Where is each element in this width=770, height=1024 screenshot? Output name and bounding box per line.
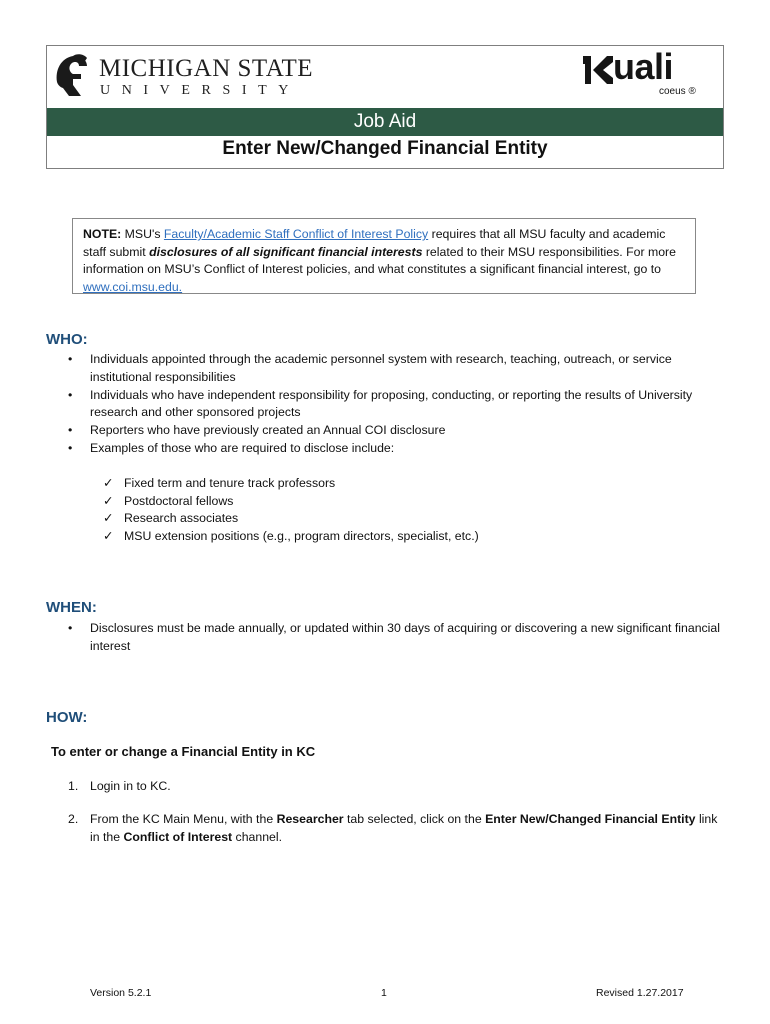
bullet-icon: • [68,423,73,438]
footer-version: Version 5.2.1 [90,987,152,999]
check-icon: ✓ [103,476,114,490]
note-text: related to their MSU responsibilities. For more information on MSU’s Conflict of Interest policies, and what constitutes a significant financial interest, go to [83,244,676,276]
spartan-helmet-icon [51,52,89,98]
how-heading: HOW: [46,709,88,726]
coi-policy-link[interactable]: Faculty/Academic Staff Conflict of Interest Policy [163,227,429,241]
title-bar: Job Aid [47,108,723,136]
footer-revised: Revised 1.27.2017 [596,987,684,999]
how-subheading: To enter or change a Financial Entity in KC [51,744,316,759]
list-item: • Disclosures must be made annually, or updated within 30 days of acquiring or discovering a new significant financial interest [68,621,720,653]
note-label: NOTE: [83,227,122,241]
when-heading: WHEN: [46,599,97,616]
list-item: • Reporters who have previously created an Annual COI disclosure [68,422,728,440]
note-emphasis: disclosures of all significant financial interests [149,244,423,259]
kuali-k-icon [583,52,613,86]
footer-page-number: 1 [381,987,387,999]
when-list [68,620,728,656]
bullet-icon: • [68,352,73,366]
who-heading: WHO: [46,331,88,348]
msu-wordmark-line1: MICHIGAN STATE [99,55,314,82]
bullet-icon: • [68,440,73,455]
who-list [68,351,728,458]
step-item: 2. From the KC Main Menu, with the Researcher tab selected, click on the Enter New/Changed Financial Entity link in the Conflict of Interest channel. [68,812,718,844]
list-item: ✓ Postdoctoral fellows [103,493,479,511]
document-header [46,45,724,169]
list-item: • Individuals appointed through the academic personnel system with research, teaching, outreach, or service institutional responsibilities [68,352,672,384]
logo-row [47,46,723,108]
msu-wordmark-line2: UNIVERSITY [100,83,300,98]
steps-list [68,811,728,847]
note-text: MSU's [121,227,164,241]
list-item: ✓ Fixed term and tenure track professors [103,475,479,493]
coeus-subtitle: coeus ® [659,86,696,97]
check-icon: ✓ [103,528,114,543]
note-box [72,218,696,294]
document-title: Enter New/Changed Financial Entity [222,138,548,159]
list-item: ✓ MSU extension positions (e.g., program directors, specialist, etc.) [103,528,479,546]
list-item: • Individuals who have independent responsibility for proposing, conducting, or reporting the results of University research and other sponsored projects [68,387,693,420]
bullet-icon: • [68,621,73,635]
bullet-icon: • [68,387,73,402]
check-icon: ✓ [103,493,114,508]
kuali-wordmark: uali [613,46,674,87]
examples-list [103,475,479,545]
coi-website-link[interactable]: www.coi.msu.edu. [83,279,183,294]
note-text: requires that all MSU faculty and academic staff submit [83,227,666,259]
step-item: 1. Login in to KC. [68,779,171,793]
list-item: ✓ Research associates [103,510,479,528]
steps-list [68,778,728,796]
check-icon: ✓ [103,511,114,526]
list-item: • Examples of those who are required to disclose include: [68,440,728,458]
